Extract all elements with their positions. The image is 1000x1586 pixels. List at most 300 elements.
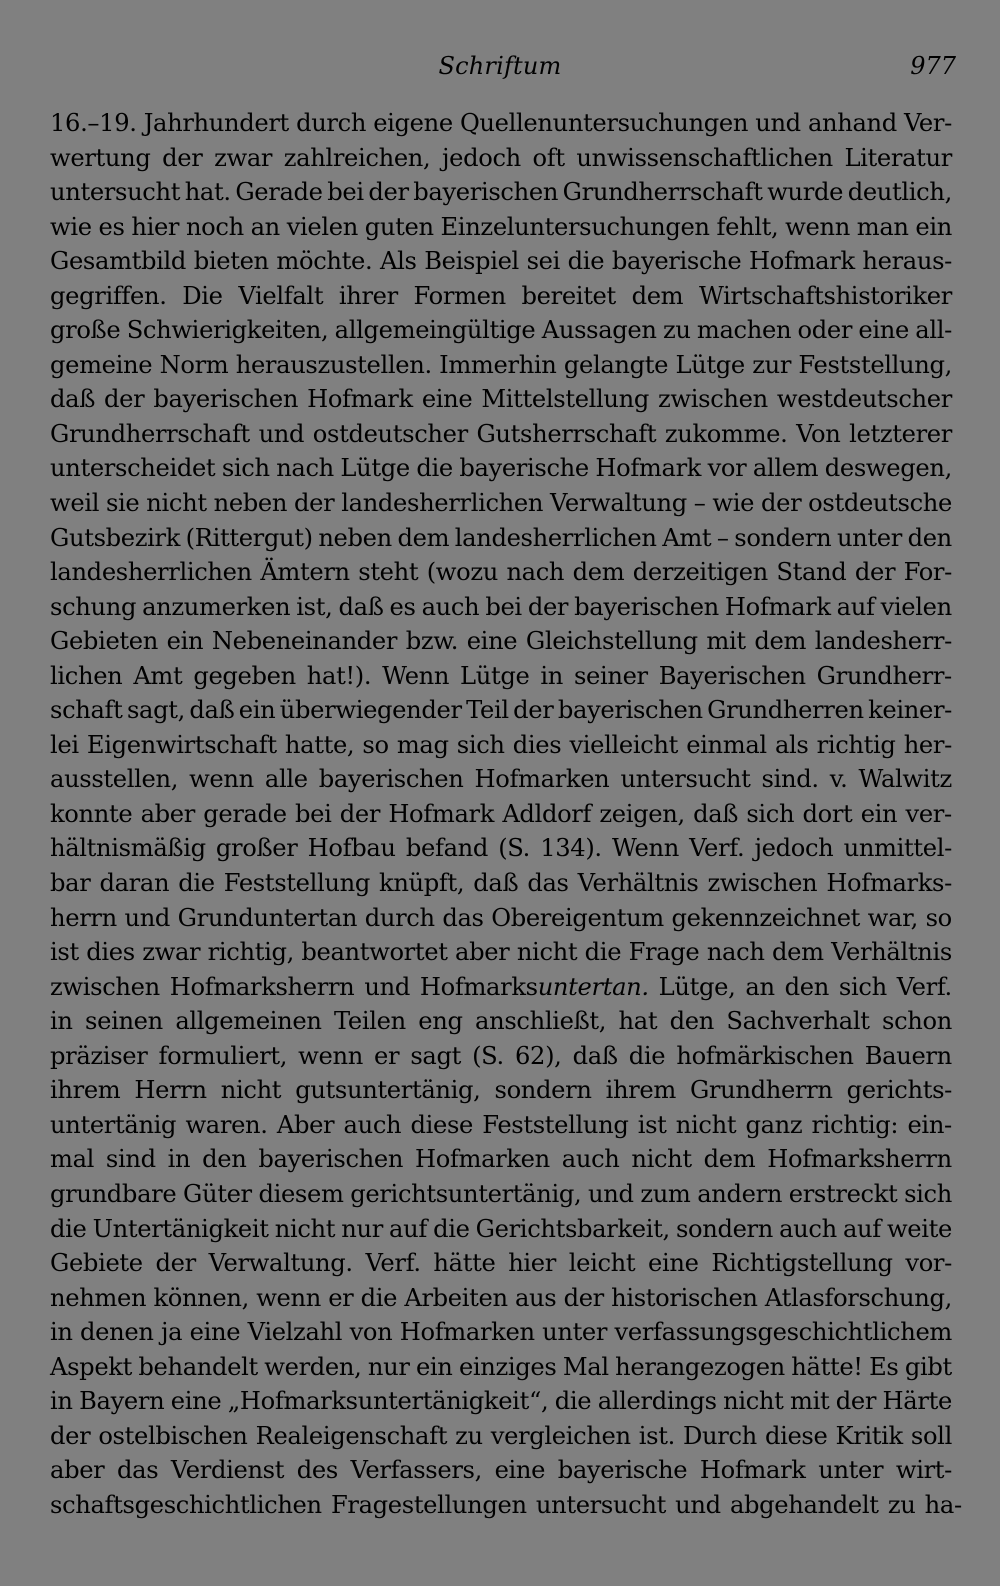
word: zu [887,1490,916,1519]
word: daß [50,385,96,414]
word: ihrem [50,1076,121,1105]
word: wie [50,212,92,241]
word: ganz [745,1110,803,1139]
word: zwar [142,938,201,967]
word: zukomme. [664,419,788,448]
word: ein [915,212,952,241]
word: Aspekt [50,1352,132,1381]
word: Grundherrn [689,1076,833,1105]
word: das [117,1456,159,1485]
word: Sachverhalt [726,1007,870,1036]
word: die [360,1283,398,1312]
word: auf [836,592,875,621]
word: dies [512,730,562,759]
word: sich [838,972,887,1001]
text-line [50,1453,952,1488]
word: landesherrlichen [341,489,544,518]
word: Amt [133,661,183,690]
word: werden, [264,1352,362,1381]
word: eine [648,1249,699,1278]
word: eine [466,627,518,656]
word: daß [693,799,739,828]
text-line [50,313,952,348]
word: untersucht [50,178,181,207]
word: und [124,903,171,932]
word: nur [341,1214,383,1243]
word: auf [842,1214,881,1243]
word: Fragestellungen [330,1490,527,1519]
word: das [442,903,484,932]
word: Frage [628,938,700,967]
word: unter [542,1318,608,1347]
word: weite [886,1214,952,1243]
word: allerdings [597,1387,717,1416]
word: Die [182,281,223,310]
word: allem [752,454,819,483]
word: ha- [924,1490,962,1519]
word: als [774,730,809,759]
word: der [50,1421,91,1450]
word: war, [867,903,918,932]
word: gegeben [193,661,296,690]
word: bzw. [405,627,459,656]
word: Gesamtbild [50,247,187,276]
text-line [50,1212,952,1247]
text-line [50,901,952,936]
text-line [50,382,952,417]
word: ein [415,1352,453,1381]
word: Teilen [334,1007,406,1036]
word: leicht [568,1249,636,1278]
text-line [50,866,952,901]
word: Verf. [896,972,952,1001]
word: die [50,1214,87,1243]
word: lei [50,730,79,759]
word: unter [836,523,902,552]
word: waren. [185,1110,268,1139]
word: man [856,212,909,241]
word: es [98,212,125,241]
word: in [50,1318,73,1347]
word: von [349,1318,393,1347]
word: 134). [540,834,602,863]
word: der [339,799,381,828]
word: daß [473,869,519,898]
word: untertänig [50,1110,177,1139]
word: Gutsherrschaft [476,419,657,448]
word: der [563,1283,604,1312]
word: knüpft, [379,869,465,898]
word: guten [364,212,434,241]
word: zwischen [658,385,768,414]
word: Realeigenschaft [255,1421,448,1450]
word: ist, [296,592,333,621]
word: herauszustellen. [235,350,432,379]
text-line [50,624,952,659]
word: hier [131,212,180,241]
word: Hofmarksuntertan. [420,970,649,1005]
word: erstreckt [788,1179,898,1208]
word: Quellenuntersuchungen [459,109,749,137]
word: sondern [734,523,832,552]
word: der [854,558,896,587]
word: Feststellung [482,1110,629,1139]
word: vielen [880,592,952,621]
word: aber [50,1456,105,1485]
text-line [50,762,952,797]
word: richtig, [207,938,294,967]
word: gutsuntertänig, [295,1076,481,1105]
word: Grundherren [707,696,864,725]
word: der [760,489,802,518]
word: – [716,523,729,552]
word: den [784,972,829,1001]
word: historischen [611,1283,758,1312]
word: Eigenwirtschaft [86,730,277,759]
word: gibt [904,1352,952,1381]
word: Immerhin [439,350,557,379]
word: neben [318,523,392,552]
word: gekennzeichnet [671,903,861,932]
word: er [374,1041,400,1070]
text-line [50,175,952,210]
word: zwischen [50,972,160,1001]
word: Hofmark [595,454,702,483]
word: auf [389,1214,427,1243]
word: eigene [373,109,453,137]
text-line [50,1039,952,1074]
word: daran [99,869,170,898]
text-line [50,521,952,556]
word: steht [358,558,419,587]
word: unwissenschaftlichen [576,143,833,172]
word: befand [405,834,489,863]
word: noch [185,212,244,241]
word: dies [86,938,135,967]
word: bereitet [521,281,616,310]
word: Aussagen [541,316,657,345]
word: daß [338,592,384,621]
word: Lütge [675,350,745,379]
word: Einzeluntersuchungen [440,212,710,241]
word: nicht [631,1145,692,1174]
word: Norm [159,350,229,379]
word: schung [50,592,137,621]
word: Feststellung, [798,350,952,379]
word: so [925,903,952,932]
word: Gleichstellung [525,627,698,656]
word: in [540,661,564,690]
word: Vielzahl [247,1318,343,1347]
word: vielen [286,212,358,241]
word: nach [506,558,565,587]
word: zeigen, [599,799,685,828]
word: gemeine [50,350,153,379]
word: sei [526,247,561,276]
word: Aber [276,1110,335,1139]
word: untersucht [535,1490,666,1519]
word: (S. [472,1041,504,1070]
text-line [50,486,952,521]
word: zur [752,350,792,379]
word: „Hofmarksuntertänigkeit“, [227,1387,549,1416]
word: wenn [785,212,850,241]
word: hofmärkischen [676,1041,854,1070]
text-line [50,1177,952,1212]
word: Mittelstellung [481,385,650,414]
word: bayerischen [153,385,299,414]
word: Kritik [835,1421,903,1450]
word: Verhältnis [831,938,952,967]
word: (wozu [426,558,498,587]
word: aber [455,938,510,967]
text-line [50,1073,952,1108]
word: Amt [662,523,712,552]
word: diesem [258,1179,344,1208]
word: vor- [905,1249,952,1278]
word: zahlreichen, [283,143,431,172]
word: alle [264,765,308,794]
word: Hofmark [388,799,495,828]
word: ist [637,1110,667,1139]
word: sagt [410,1041,461,1070]
word: sagt, [126,696,185,725]
word: seinen [85,1007,163,1036]
word: Grundherr- [816,661,952,690]
word: Hofmarken [414,1145,550,1174]
word: keiner- [868,696,952,725]
word: her- [903,730,952,759]
text-line [50,831,952,866]
word: bayerische [459,454,589,483]
word: eine [494,1456,546,1485]
word: sich [746,799,795,828]
word: gerichts- [846,1076,952,1105]
text-line [50,244,952,279]
word: großer [215,834,298,863]
word: vielleicht [569,730,679,759]
word: zwischen [707,869,818,898]
word: wie [712,489,755,518]
word: bayerischen [574,592,719,621]
word: zu [455,1421,483,1450]
word: hat. [184,178,231,207]
word: mal [50,1145,95,1174]
word: einmal [686,730,767,759]
text-line [50,1350,952,1385]
word: sind. [761,765,819,794]
word: v. [829,765,848,794]
word: Hofmarks- [826,869,952,898]
word: dem [754,627,807,656]
word: den [669,1007,714,1036]
word: ihrem [605,1076,676,1105]
text-line [50,1246,952,1281]
word: der [294,489,335,518]
word: eine [421,385,473,414]
word: nach [276,454,334,483]
word: Gerade [235,178,323,207]
word: auch [561,1145,620,1174]
word: unterscheidet [50,454,216,483]
word: (S. [498,834,531,863]
word: den [202,1145,247,1174]
word: daß [572,1041,618,1070]
word: dem [397,523,450,552]
word: es [389,592,416,621]
word: landesherr- [814,627,952,656]
word: nur [367,1352,410,1381]
word: aber [140,799,195,828]
word: Lütge [340,454,410,483]
word: in [50,1007,73,1036]
word: und [258,419,305,448]
word: Gutsbezirk [50,523,181,552]
word: Verfassers, [350,1456,482,1485]
word: nicht [675,1110,737,1139]
word: wertung [50,143,151,172]
word: Verhältnis [577,869,699,898]
word: nicht [723,1387,784,1416]
word: Hofmark [724,592,831,621]
word: heraus- [862,247,952,276]
text-line [50,1419,952,1454]
word: hätte! [791,1352,863,1381]
word: herrn [50,903,117,932]
word: der [104,385,145,414]
text-line [50,451,952,486]
word: unmittel- [843,834,952,863]
word: dem [631,281,684,310]
word: der [368,178,409,207]
word: die [416,454,453,483]
word: Grundherrschaft [50,419,250,448]
word: mit [789,1387,830,1416]
word: bieten [193,247,269,276]
word: Hofmarksherrn [767,1145,952,1174]
word: präziser [50,1041,148,1070]
word: – [693,489,706,518]
word: Verf. [365,1249,421,1278]
word: hat!). [306,661,372,690]
word: die [433,1214,470,1243]
emphasized-text: untertan. [537,972,649,1001]
word: und [364,972,410,1001]
word: zu [662,316,691,345]
page-header [0,48,1000,84]
word: Hofmark [307,385,413,414]
text-line [50,1142,952,1177]
text-line [50,417,952,452]
word: sich [904,1179,952,1208]
word: mit [706,627,746,656]
word: Teil [466,696,509,725]
word: eine [858,316,909,345]
word: dem [572,558,625,587]
word: möchte. [276,247,373,276]
word: allgemeingültige [334,316,536,345]
word: hat [618,1007,658,1036]
word: hältnismäßig [50,834,206,863]
word: wenn [298,1041,363,1070]
word: ist [50,938,79,967]
word: die [554,1387,592,1416]
word: Adldorf [502,799,592,828]
word: eine [189,1318,241,1347]
word: Wirtschaftshistoriker [698,281,952,310]
word: grundbare [50,1179,177,1208]
word: die [584,938,622,967]
word: ver- [905,799,952,828]
word: den [907,523,952,552]
word: wurde [767,178,844,207]
word: schon [882,1007,952,1036]
word: nehmen [50,1283,147,1312]
word: allgemeinen [175,1007,322,1036]
word: konnte [50,799,133,828]
word: eine [170,1387,222,1416]
word: bayerische [557,1456,688,1485]
word: dem [703,1145,756,1174]
text-line [50,970,952,1005]
word: bayerischen [557,696,703,725]
word: Vielfalt [238,281,324,310]
word: deswegen, [824,454,952,483]
word: dort [802,799,853,828]
word: westdeutscher [776,385,952,414]
word: sich [456,730,505,759]
word: Verwaltung [549,489,687,518]
text-line [50,1004,952,1039]
word: können, [153,1283,249,1312]
word: vor [707,454,747,483]
word: überwiegender [279,696,462,725]
word: weil [50,489,100,518]
word: Feststellung [223,869,370,898]
word: der [155,1249,196,1278]
word: mag [396,730,449,759]
word: hatte, [284,730,355,759]
word: hier [508,1249,556,1278]
word: Jahrhundert [143,109,289,137]
text-line [50,1384,952,1419]
word: Ämtern [260,558,350,587]
text-line [50,659,952,694]
word: die [567,247,605,276]
word: richtig [816,730,896,759]
word: so [362,730,389,759]
word: vergleichen [490,1421,631,1450]
word: hätte [433,1249,496,1278]
word: diese [764,1421,828,1450]
word: Bayerischen [658,661,806,690]
word: denen [80,1318,154,1347]
word: er [328,1283,354,1312]
word: Gebieten [50,627,158,656]
word: bei [485,592,522,621]
word: Beispiel [424,247,519,276]
word: Bauern [864,1041,952,1070]
word: zum [640,1179,691,1208]
word: herangezogen [615,1352,785,1381]
word: Literatur [844,143,952,172]
word: Obereigentum [491,903,664,932]
word: Nebeneinander [211,627,398,656]
word: auch [421,592,480,621]
word: letzterer [849,419,952,448]
word: Von [796,419,841,448]
word: Untertänigkeit [92,1214,269,1243]
